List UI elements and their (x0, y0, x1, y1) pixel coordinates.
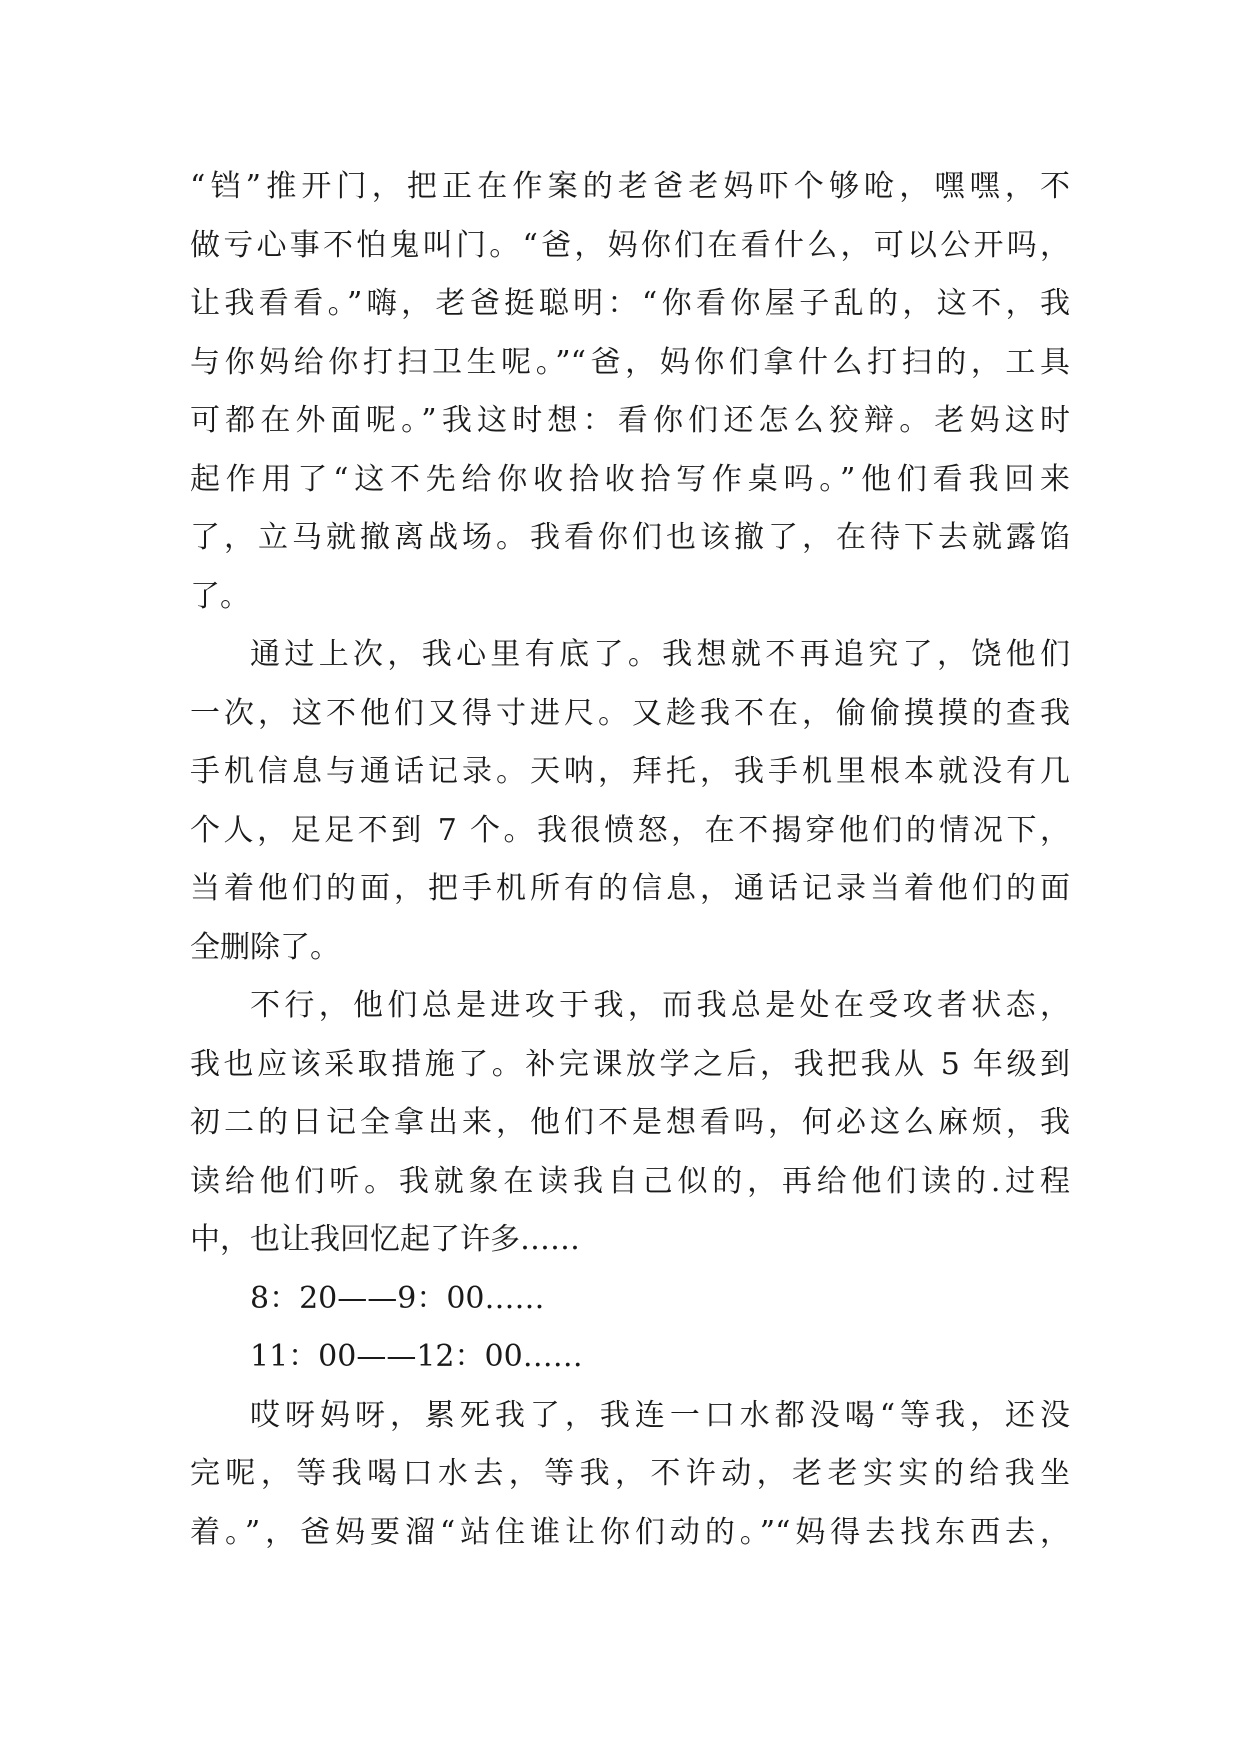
text-line: 读给他们听。我就象在读我自己似的，再给他们读的.过程 (190, 1163, 1070, 1199)
time-line: 8：20——9：00…… (250, 1280, 545, 1316)
text-line: 一次，这不他们又得寸进尺。又趁我不在，偷偷摸摸的查我 (190, 695, 1070, 731)
text-line: 手机信息与通话记录。天呐，拜托，我手机里根本就没有几 (190, 754, 1070, 789)
text-line: 可都在外面呢。”我这时想：看你们还怎么狡辩。老妈这时 (190, 403, 1070, 438)
text-line: 让我看看。”嗨，老爸挺聪明：“你看你屋子乱的，这不，我 (190, 286, 1070, 321)
text-line: “铛”推开门，把正在作案的老爸老妈吓个够呛，嘿嘿，不 (190, 169, 1070, 204)
text-line: 与你妈给你打扫卫生呢。”“爸，妈你们拿什么打扫的，工具 (190, 344, 1070, 380)
text-line: 初二的日记全拿出来，他们不是想看吗，何必这么麻烦，我 (190, 1105, 1070, 1140)
text-line: 做亏心事不怕鬼叫门。“爸，妈你们在看什么，可以公开吗， (190, 227, 1070, 263)
text-line: 了。 (190, 578, 250, 614)
text-line: 中，也让我回忆起了许多…… (190, 1222, 580, 1257)
text-line: 不行，他们总是进攻于我，而我总是处在受攻者状态， (250, 988, 1070, 1023)
text-line: 起作用了“这不先给你收拾收拾写作桌吗。”他们看我回来 (190, 461, 1070, 497)
text-line: 个人，足足不到 7 个。我很愤怒，在不揭穿他们的情况下， (190, 812, 1070, 848)
text-line: 通过上次，我心里有底了。我想就不再追究了，饶他们 (250, 637, 1070, 672)
time-line: 11：00——12：00…… (250, 1339, 583, 1374)
text-line: 哎呀妈呀，累死我了，我连一口水都没喝“等我，还没 (250, 1397, 1070, 1433)
text-line: 着。”，爸妈要溜“站住谁让你们动的。”“妈得去找东西去， (190, 1514, 1070, 1550)
text-line: 全删除了。 (190, 929, 340, 965)
text-line: 我也应该采取措施了。补完课放学之后，我把我从 5 年级到 (190, 1046, 1070, 1082)
text-line: 完呢，等我喝口水去，等我，不许动，老老实实的给我坐 (190, 1456, 1070, 1491)
text-line: 当着他们的面，把手机所有的信息，通话记录当着他们的面 (190, 871, 1070, 906)
document-body (190, 158, 1070, 1562)
text-line: 了，立马就撤离战场。我看你们也该撤了，在待下去就露馅 (190, 520, 1070, 555)
